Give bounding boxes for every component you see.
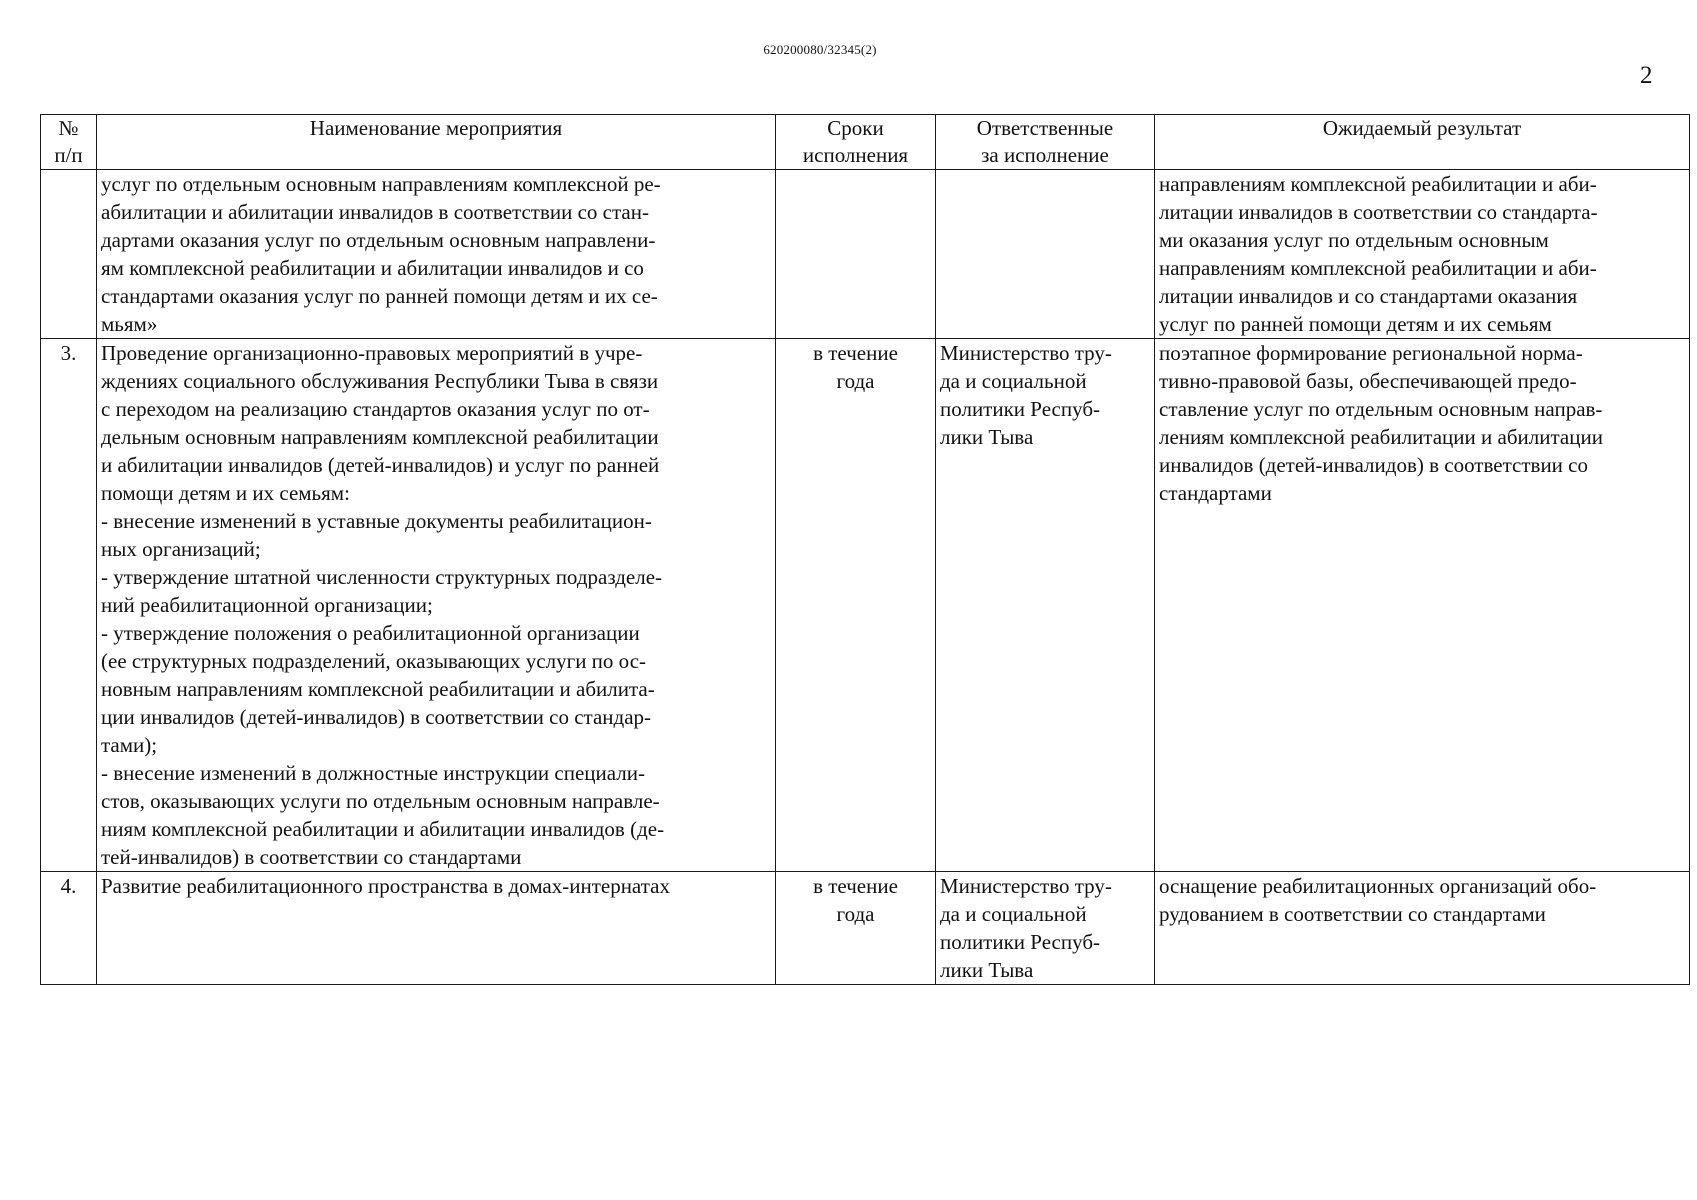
text-line: ний реабилитационной организации; — [101, 593, 433, 617]
expected-result — [1155, 170, 1690, 339]
text-line: - утверждение штатной численности структурных подразделе- — [101, 565, 663, 589]
activity-name — [97, 872, 776, 985]
text-line: ям комплексной реабилитации и абилитации инвалидов и со — [101, 256, 644, 280]
text-line: оснащение реабилитационных организаций обо- — [1159, 874, 1597, 898]
text-line: ставление услуг по отдельным основным направ- — [1159, 397, 1603, 421]
text-line: услуг по ранней помощи детям и их семьям — [1159, 312, 1552, 336]
text-line: литации инвалидов в соответствии со стандарта- — [1159, 200, 1598, 224]
responsible — [936, 339, 1155, 872]
text-line: да и социальной — [940, 369, 1087, 393]
deadline — [776, 339, 936, 872]
text-line: лики Тыва — [940, 958, 1034, 982]
text-line: за исполнение — [981, 143, 1109, 167]
text-line: - внесение изменений в уставные документы реабилитацион- — [101, 509, 652, 533]
text-line: Развитие реабилитационного пространства в домах-интернатах — [101, 874, 670, 898]
row-number: 4. — [41, 872, 97, 985]
text-line: Наименование мероприятия — [309, 116, 563, 140]
text-line: года — [836, 902, 875, 926]
text-line: тивно-правовой базы, обеспечивающей предо- — [1159, 369, 1577, 393]
text-line: рудованием в соответствии со стандартами — [1159, 902, 1546, 926]
text-line: лениям комплексной реабилитации и абилитации — [1159, 425, 1603, 449]
text-line: (ее структурных подразделений, оказывающих услуги по ос- — [101, 649, 647, 673]
text-line: исполнения — [802, 143, 909, 167]
header-deadline — [776, 115, 936, 170]
text-line: мьям» — [101, 312, 158, 336]
page-number: 2 — [1640, 62, 1653, 89]
activities-table — [40, 114, 1690, 985]
text-line: в течение — [813, 341, 898, 365]
text-line: ных организаций; — [101, 537, 261, 561]
table-row — [41, 872, 1690, 985]
text-line: поэтапное формирование региональной норма- — [1159, 341, 1583, 365]
text-line: в течение — [813, 874, 898, 898]
text-line: ми оказания услуг по отдельным основным — [1159, 228, 1549, 252]
activity-name — [97, 170, 776, 339]
text-line: и абилитации инвалидов (детей-инвалидов) и услуг по ранней — [101, 453, 660, 477]
text-line: стов, оказывающих услуги по отдельным основным направле- — [101, 789, 660, 813]
text-line: стандартами оказания услуг по ранней помощи детям и их се- — [101, 284, 658, 308]
text-line: ждениях социального обслуживания Республики Тыва в связи — [101, 369, 659, 393]
table-row — [41, 170, 1690, 339]
text-line: ниям комплексной реабилитации и абилитации инвалидов (де- — [101, 817, 665, 841]
text-line: Министерство тру- — [940, 341, 1112, 365]
table-row — [41, 339, 1690, 872]
row-number: 3. — [41, 339, 97, 872]
text-line: направлениям комплексной реабилитации и аби- — [1159, 172, 1597, 196]
text-line: № — [58, 116, 79, 140]
header-responsible — [936, 115, 1155, 170]
text-line: да и социальной — [940, 902, 1087, 926]
text-line: ции инвалидов (детей-инвалидов) в соответствии со стандар- — [101, 705, 652, 729]
text-line: тами); — [101, 733, 158, 757]
header-expected-result — [1155, 115, 1690, 170]
text-line: Сроки — [827, 116, 884, 140]
text-line: услуг по отдельным основным направлениям комплексной ре- — [101, 172, 661, 196]
responsible — [936, 872, 1155, 985]
activity-name — [97, 339, 776, 872]
table-header-row — [41, 115, 1690, 170]
text-line: п/п — [54, 143, 83, 167]
text-line: политики Респуб- — [940, 397, 1100, 421]
deadline — [776, 170, 936, 339]
text-line: - утверждение положения о реабилитационной организации — [101, 621, 640, 645]
document-registration-number: 620200080/32345(2) — [763, 42, 877, 57]
text-line: Ответственные — [976, 116, 1114, 140]
text-line: Министерство тру- — [940, 874, 1112, 898]
responsible — [936, 170, 1155, 339]
text-line: с переходом на реализацию стандартов оказания услуг по от- — [101, 397, 650, 421]
header-number — [41, 115, 97, 170]
text-line: года — [836, 369, 875, 393]
header-activity-name — [97, 115, 776, 170]
text-line: - внесение изменений в должностные инструкции специали- — [101, 761, 645, 785]
text-line: помощи детям и их семьям: — [101, 481, 350, 505]
text-line: инвалидов (детей-инвалидов) в соответствии со — [1159, 453, 1588, 477]
text-line: политики Респуб- — [940, 930, 1100, 954]
expected-result — [1155, 872, 1690, 985]
deadline — [776, 872, 936, 985]
text-line: Проведение организационно-правовых мероприятий в учре- — [101, 341, 643, 365]
text-line: дартами оказания услуг по отдельным основным направлени- — [101, 228, 656, 252]
text-line: абилитации и абилитации инвалидов в соответствии со стан- — [101, 200, 649, 224]
text-line: направлениям комплексной реабилитации и аби- — [1159, 256, 1597, 280]
row-number — [41, 170, 97, 339]
expected-result — [1155, 339, 1690, 872]
text-line: новным направлениям комплексной реабилитации и абилита- — [101, 677, 655, 701]
text-line: литации инвалидов и со стандартами оказания — [1159, 284, 1578, 308]
text-line: тей-инвалидов) в соответствии со стандартами — [101, 845, 522, 869]
text-line: лики Тыва — [940, 425, 1034, 449]
text-line: стандартами — [1159, 481, 1272, 505]
text-line: Ожидаемый результат — [1322, 116, 1522, 140]
text-line: дельным основным направлениям комплексной реабилитации — [101, 425, 659, 449]
